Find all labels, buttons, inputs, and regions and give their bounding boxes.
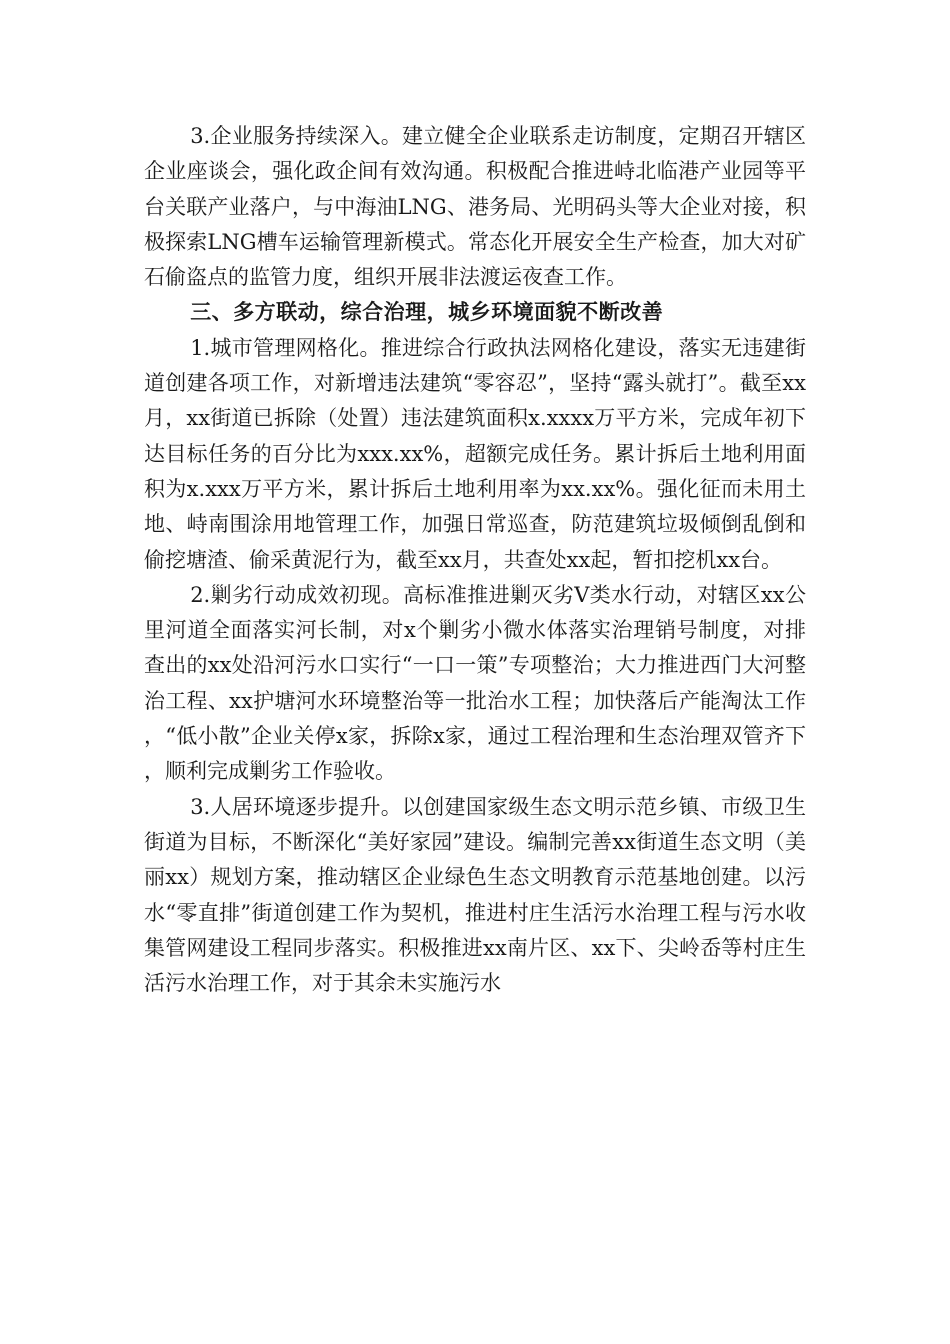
paragraph-urban-management: 1.城市管理网格化。推进综合行政执法网格化建设，落实无违建街道创建各项工作，对新增违法建筑“零容忍”，坚持“露头就打”。截至xx月，xx街道已拆除（处置）违法建筑面积x.xxxx万平方米，完成年初下达目标任务的百分比为xxx.xx%，超额完成任务。累计拆后土地利用面积为x.xxx万平方米，累计拆后土地利用率为xx.xx%。强化征而未用土地、峙南围涂用地管理工作，加强日常巡查，防范建筑垃圾倾倒乱倒和偷挖塘渣、偷采黄泥行为，截至xx月，共查处xx起，暂扣挖机xx台。: [144, 335, 806, 572]
document-body: [144, 119, 806, 1001]
paragraph-enterprise-service: 3.企业服务持续深入。建立健全企业联系走访制度，定期召开辖区企业座谈会，强化政企间有效沟通。积极配合推进峙北临港产业园等平台关联产业落户，与中海油LNG、港务局、光明码头等大企业对接，积极探索LNG槽车运输管理新模式。常态化开展安全生产检查，加大对矿石偷盗点的监管力度，组织开展非法渡运夜查工作。: [144, 124, 806, 290]
section-heading: 三、多方联动，综合治理，城乡环境面貌不断改善: [190, 300, 664, 325]
paragraph-living-environment: 3.人居环境逐步提升。以创建国家级生态文明示范乡镇、市级卫生街道为目标，不断深化“美好家园”建设。编制完善xx街道生态文明（美丽xx）规划方案，推动辖区企业绿色生态文明教育示范基地创建。以污水“零直排”街道创建工作为契机，推进村庄生活污水治理工程与污水收集管网建设工程同步落实。积极推进xx南片区、xx下、尖岭岙等村庄生活污水治理工作，对于其余未实施污水: [144, 794, 806, 996]
paragraph-water-remediation: 2.剿劣行动成效初现。高标准推进剿灭劣V类水行动，对辖区xx公里河道全面落实河长制，对x个剿劣小微水体落实治理销号制度，对排查出的xx处沿河污水口实行“一口一策”专项整治；大力推进西门大河整治工程、xx护塘河水环境整治等一批治水工程；加快落后产能淘汰工作，“低小散”企业关停x家，拆除x家，通过工程治理和生态治理双管齐下，顺利完成剿劣工作验收。: [144, 582, 806, 784]
